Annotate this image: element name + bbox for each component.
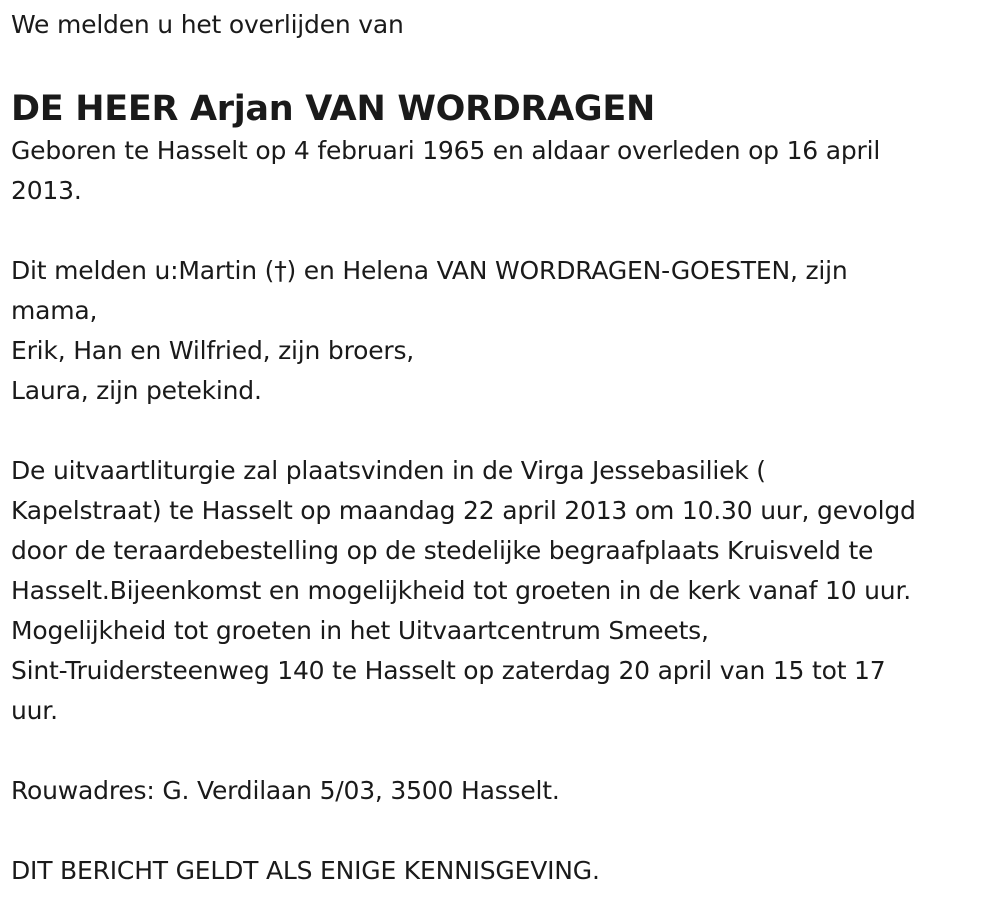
paragraph-line: Sint-Truidersteenweg 140 te Hasselt op zaterdag 20 april van 15 tot 17 <box>11 656 886 685</box>
paragraph-line: De uitvaartliturgie zal plaatsvinden in de Virga Jessebasiliek ( <box>11 456 766 485</box>
paragraph-line: uur. <box>11 696 58 725</box>
paragraph-line: Hasselt.Bijeenkomst en mogelijkheid tot groeten in de kerk vanaf 10 uur. <box>11 576 911 605</box>
paragraph-line: Mogelijkheid tot groeten in het Uitvaartcentrum Smeets, <box>11 616 709 645</box>
intro-text: We melden u het overlijden van <box>11 10 404 39</box>
mourning-address: Rouwadres: G. Verdilaan 5/03, 3500 Hasselt. <box>11 776 560 805</box>
closing-statement: DIT BERICHT GELDT ALS ENIGE KENNISGEVING. <box>11 856 600 885</box>
paragraph-line: Geboren te Hasselt op 4 februari 1965 en aldaar overleden op 16 april <box>11 136 881 165</box>
paragraph-line: Laura, zijn petekind. <box>11 376 262 405</box>
paragraph-line: Erik, Han en Wilfried, zijn broers, <box>11 336 415 365</box>
spacer <box>11 731 991 771</box>
birth-death-paragraph <box>11 131 991 211</box>
deceased-name: DE HEER Arjan VAN WORDRAGEN <box>11 89 655 129</box>
spacer <box>11 211 991 251</box>
spacer <box>11 411 991 451</box>
death-notice <box>11 0 991 891</box>
family-paragraph <box>11 251 991 411</box>
paragraph-line: 2013. <box>11 176 82 205</box>
paragraph-line: Dit melden u:Martin (†) en Helena VAN WORDRAGEN-GOESTEN, zijn <box>11 256 848 285</box>
spacer <box>11 811 991 851</box>
funeral-paragraph <box>11 451 991 731</box>
paragraph-line: mama, <box>11 296 98 325</box>
paragraph-line: Kapelstraat) te Hasselt op maandag 22 april 2013 om 10.30 uur, gevolgd <box>11 496 916 525</box>
paragraph-line: door de teraardebestelling op de stedelijke begraafplaats Kruisveld te <box>11 536 874 565</box>
